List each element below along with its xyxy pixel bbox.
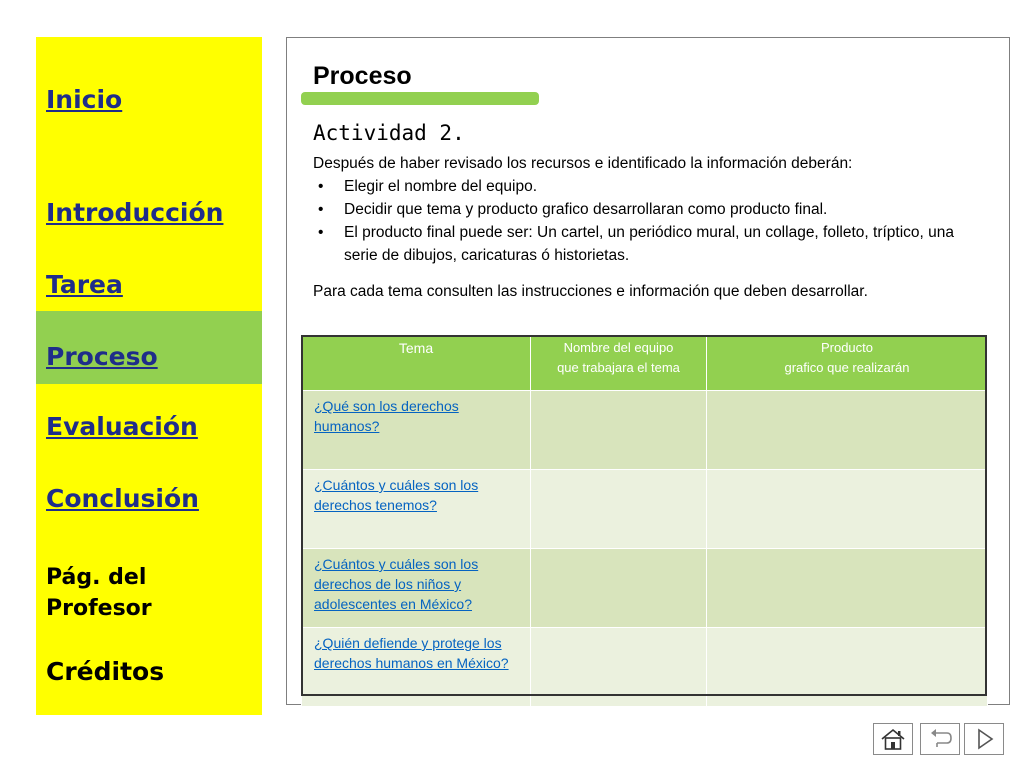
table-row [302,549,988,628]
tema-cell [302,470,531,549]
content-panel [286,37,1010,705]
home-button[interactable] [873,723,913,755]
tema-cell [302,628,531,707]
sidebar-item-introduccion[interactable]: Introducción [46,198,224,227]
tema-link[interactable]: ¿Quién defiende y protege los derechos humanos en México? [314,635,509,671]
equipo-cell [531,549,707,628]
equipo-cell [531,391,707,470]
tema-link[interactable]: ¿Cuántos y cuáles son los derechos de los niños y adolescentes en México? [314,556,479,612]
producto-cell [707,549,988,628]
profesor-line-2: Profesor [46,596,152,621]
next-icon [970,727,998,751]
table-row [302,628,988,707]
table-row [302,470,988,549]
home-icon [879,727,907,751]
closing-paragraph: Para cada tema consulten las instrucciones e información que deben desarrollar. [313,283,868,300]
sidebar-item-tarea[interactable]: Tarea [46,270,123,299]
tema-link[interactable]: ¿Cuántos y cuáles son los derechos tenemos? [314,477,479,513]
instruction-list [313,175,989,267]
page-title: Proceso [313,62,412,90]
table-header-row [302,336,988,391]
header-tema: Tema [302,336,531,391]
producto-cell [707,391,988,470]
instructions-text [313,152,989,303]
producto-cell [707,628,988,707]
title-underline-bar [301,92,539,105]
list-item: • Elegir el nombre del equipo. [344,175,989,198]
equipo-cell [531,470,707,549]
profesor-line-1: Pág. del [46,565,147,590]
equipo-cell [531,628,707,707]
table-row [302,391,988,470]
sidebar-item-evaluacion[interactable]: Evaluación [46,412,198,441]
return-icon [926,727,954,751]
intro-paragraph: Después de haber revisado los recursos e identificado la información deberán: [313,155,853,172]
header-producto: Producto grafico que realizarán [707,336,988,391]
list-item: • El producto final puede ser: Un cartel, un periódico mural, un collage, folleto, tríptico, una serie de dibujos, caricaturas ó historietas. [344,221,989,267]
tema-link[interactable]: ¿Qué son los derechos humanos? [314,398,459,434]
list-item: • Decidir que tema y producto grafico desarrollaran como producto final. [344,198,989,221]
return-button[interactable] [920,723,960,755]
header-nombre-equipo: Nombre del equipo que trabajara el tema [531,336,707,391]
sidebar-item-profesor[interactable] [46,562,152,624]
sidebar-item-conclusion[interactable]: Conclusión [46,484,199,513]
tema-cell [302,391,531,470]
sidebar-item-proceso[interactable]: Proceso [46,342,158,371]
sidebar-item-inicio[interactable]: Inicio [46,85,123,114]
next-button[interactable] [964,723,1004,755]
sidebar [36,37,262,715]
producto-cell [707,470,988,549]
sidebar-item-creditos[interactable]: Créditos [46,657,165,686]
tema-cell [302,549,531,628]
topics-table [301,335,988,707]
activity-subtitle: Actividad 2. [313,121,465,145]
